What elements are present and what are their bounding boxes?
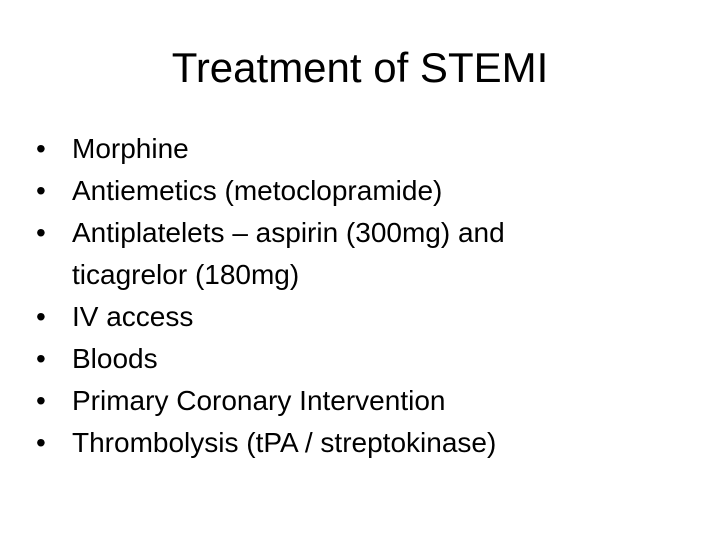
list-item [36, 380, 656, 422]
list-item-text: Morphine [72, 133, 189, 164]
bullet-icon: • [36, 343, 46, 374]
bullet-list [36, 128, 656, 464]
list-item [36, 128, 656, 170]
bullet-icon: • [36, 217, 46, 248]
list-item-text: Antiemetics (metoclopramide) [72, 175, 443, 206]
bullet-icon: • [36, 133, 46, 164]
list-item [36, 212, 656, 296]
bullet-icon: • [36, 385, 46, 416]
list-item [36, 296, 656, 338]
list-item [36, 170, 656, 212]
bullet-icon: • [36, 427, 46, 458]
slide-title: Treatment of STEMI [171, 44, 549, 91]
list-item [36, 422, 656, 464]
list-item-text: Antiplatelets – aspirin (300mg) and ticagrelor (180mg) [72, 217, 505, 290]
list-item-text: IV access [72, 301, 194, 332]
bullet-icon: • [36, 175, 46, 206]
list-item-text: Bloods [72, 343, 158, 374]
list-item [36, 338, 656, 380]
list-item-text: Primary Coronary Intervention [72, 385, 446, 416]
bullet-icon: • [36, 301, 46, 332]
list-item-text: Thrombolysis (tPA / streptokinase) [72, 427, 497, 458]
